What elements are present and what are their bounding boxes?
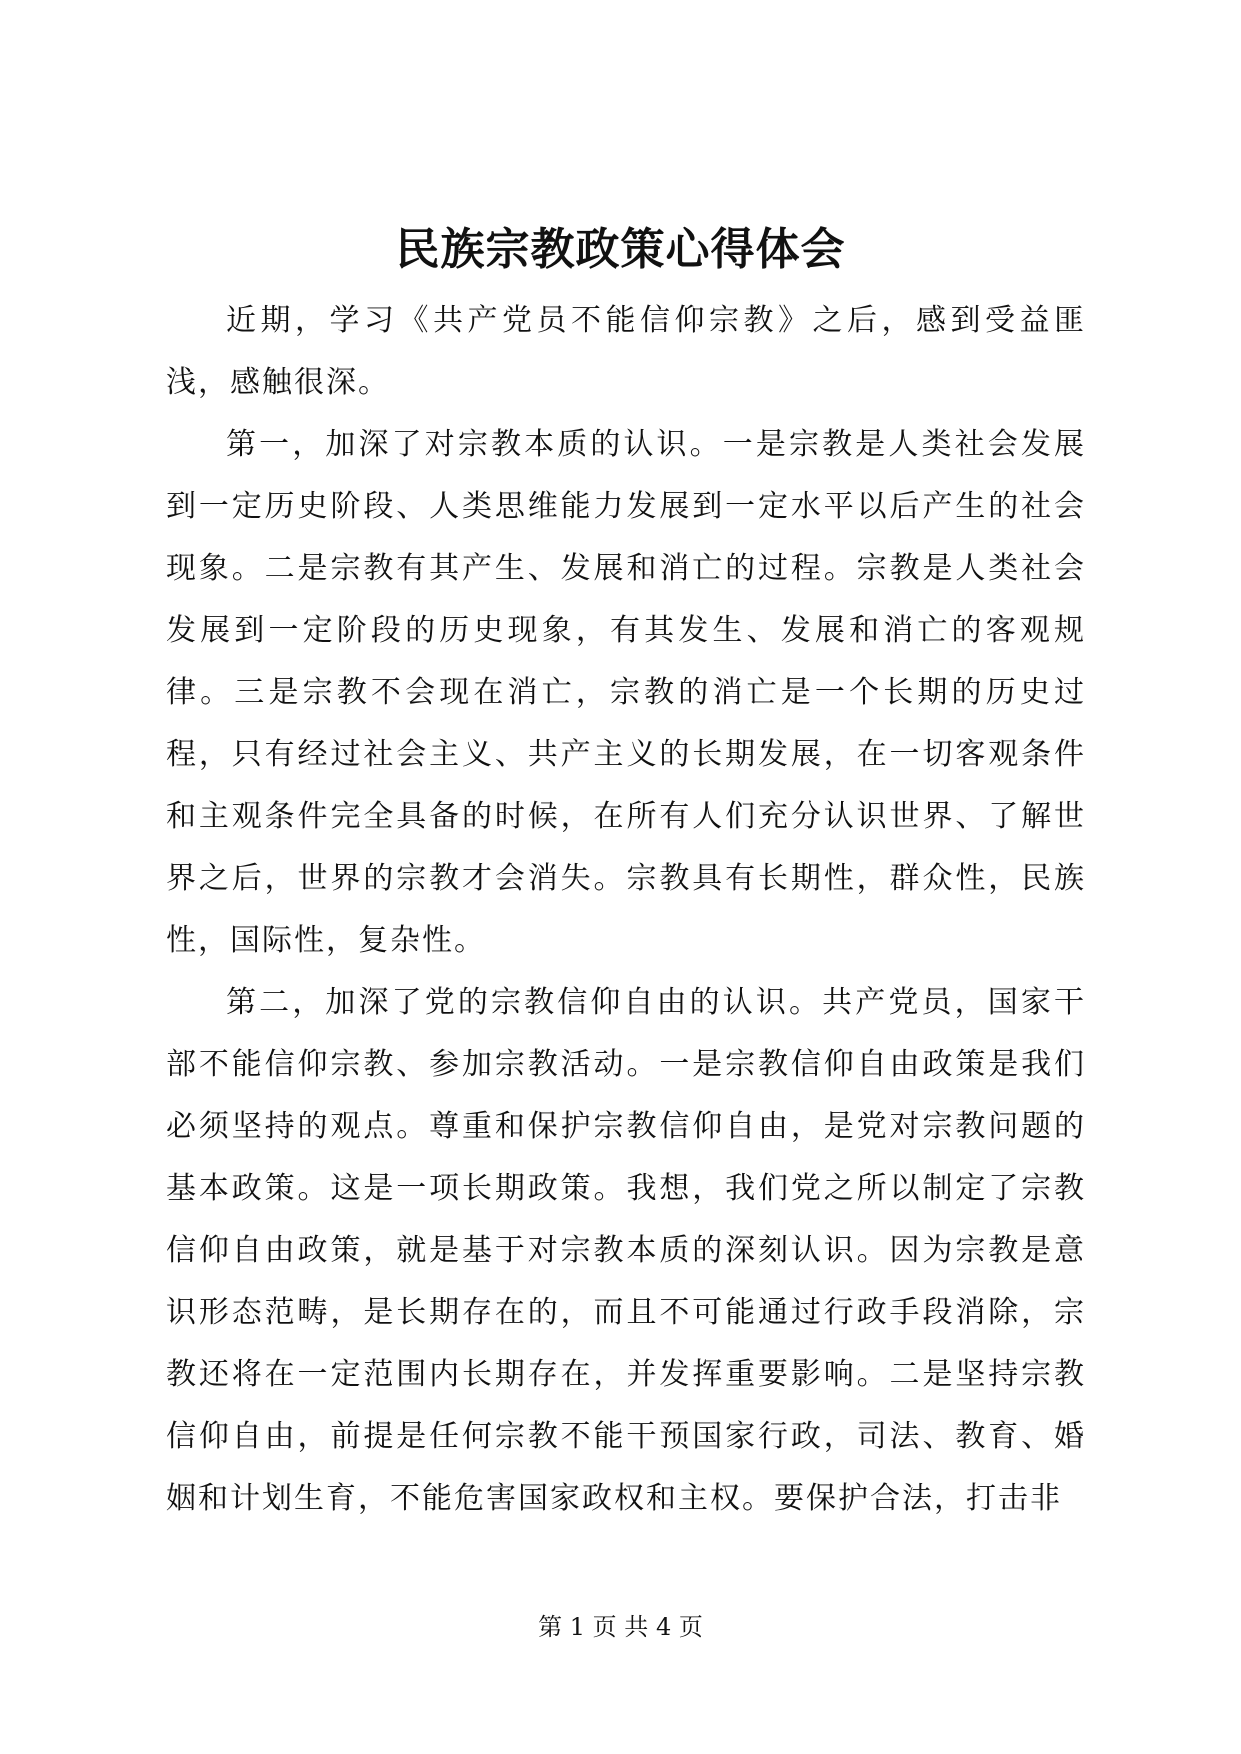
paragraph-first-point: 第一，加深了对宗教本质的认识。一是宗教是人类社会发展到一定历史阶段、人类思维能力发展到一定水平以后产生的社会现象。二是宗教有其产生、发展和消亡的过程。宗教是人类社会发展到一定阶段的历史现象，有其发生、发展和消亡的客观规律。三是宗教不会现在消亡，宗教的消亡是一个长期的历史过程，只有经过社会主义、共产主义的长期发展，在一切客观条件和主观条件完全具备的时候，在所有人们充分认识世界、了解世界之后，世界的宗教才会消失。宗教具有长期性，群众性，民族性，国际性，复杂性。 <box>166 427 1086 958</box>
paragraph-second-point: 第二，加深了党的宗教信仰自由的认识。共产党员，国家干部不能信仰宗教、参加宗教活动。一是宗教信仰自由政策是我们必须坚持的观点。尊重和保护宗教信仰自由，是党对宗教问题的基本政策。这是一项长期政策。我想，我们党之所以制定了宗教信仰自由政策，就是基于对宗教本质的深刻认识。因为宗教是意识形态范畴，是长期存在的，而且不可能通过行政手段消除，宗教还将在一定范围内长期存在，并发挥重要影响。二是坚持宗教信仰自由，前提是任何宗教不能干预国家行政，司法、教育、婚姻和计划生育，不能危害国家政权和主权。要保护合法，打击非 <box>166 985 1086 1516</box>
paragraph-intro: 近期，学习《共产党员不能信仰宗教》之后，感到受益匪浅，感触很深。 <box>166 303 1086 400</box>
page-footer: 第 1 页 共 4 页 <box>538 1613 703 1641</box>
document-body <box>166 290 1086 1530</box>
document-title: 民族宗教政策心得体会 <box>395 224 846 275</box>
